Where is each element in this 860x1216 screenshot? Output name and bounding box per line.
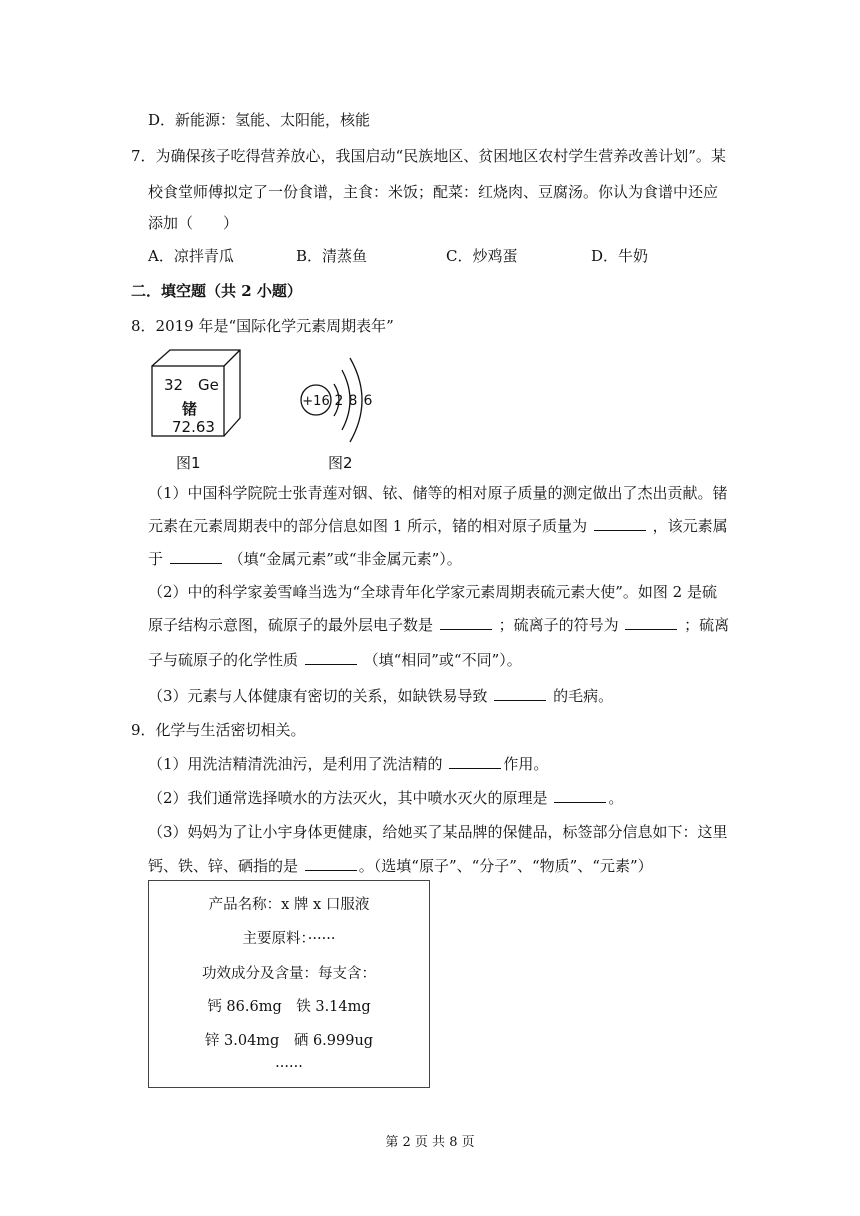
q8-p2-text-d: 子与硫原子的化学性质 xyxy=(148,651,299,669)
q8-p2-text-c: ；硫离 xyxy=(684,616,730,634)
label-ingredients: 主要原料：······ xyxy=(242,931,336,947)
q8-p2-text-a: 原子结构示意图，硫原子的最外层电子数是 xyxy=(148,616,434,634)
q8-intro: 8．2019 年是“国际化学元素周期表年” xyxy=(131,317,394,335)
q9-p1-text-b: 作用。 xyxy=(503,755,549,773)
element-number: 32 xyxy=(164,376,184,394)
q9-p2-text-a: （2）我们通常选择喷水的方法灭火，其中喷水灭火的原理是 xyxy=(148,789,548,807)
answer-blank-fire-principle[interactable] xyxy=(554,788,606,803)
shell-2-electrons: 8 xyxy=(348,393,358,409)
q9-p2-line xyxy=(148,788,623,808)
answer-blank-mass[interactable] xyxy=(594,516,646,531)
section-2-title: 二．填空题（共 2 小题） xyxy=(131,282,302,300)
q8-p1-text-c: 于 xyxy=(148,550,164,568)
q7-line-2: 校食堂师傅拟定了一份食谱，主食：米饭；配菜：红烧肉、豆腐汤。你认为食谱中还应 xyxy=(148,183,719,201)
q8-p2-line-3 xyxy=(148,650,522,670)
q8-p2-text-e: （填“相同”或“不同”）。 xyxy=(363,651,522,669)
q8-p1-text-a: 元素在元素周期表中的部分信息如图 1 所示，锗的相对原子质量为 xyxy=(148,517,588,535)
q7-option-b: B．清蒸鱼 xyxy=(296,247,368,265)
q9-intro: 9．化学与生活密切相关。 xyxy=(131,721,306,739)
q9-p3-text-a: 钙、铁、锌、硒指的是 xyxy=(148,857,299,875)
q9-p2-text-b: 。 xyxy=(608,789,624,807)
q8-p1-line-1: （1）中国科学院院士张青莲对铟、铱、储等的相对原子质量的测定做出了杰出贡献。锗 xyxy=(148,484,728,502)
answer-blank-outer-electrons[interactable] xyxy=(440,615,492,630)
figure-1-caption: 图1 xyxy=(176,454,201,472)
q9-p1-text-a: （1）用洗洁精清洗油污，是利用了洗洁精的 xyxy=(148,755,443,773)
answer-blank-detergent-effect[interactable] xyxy=(449,754,501,769)
label-more: ······ xyxy=(275,1059,303,1075)
q6-option-d: D．新能源：氢能、太阳能，核能 xyxy=(148,111,371,129)
figure-2-caption: 图2 xyxy=(328,454,353,472)
q8-p1-text-b: ，该元素属 xyxy=(652,517,728,535)
q9-p3-line-1: （3）妈妈为了让小宇身体更健康，给她买了某品牌的保健品，标签部分信息如下：这里 xyxy=(148,823,728,841)
answer-blank-ion-symbol[interactable] xyxy=(625,615,677,630)
q7-option-c: C．炒鸡蛋 xyxy=(446,247,518,265)
label-content-title: 功效成分及含量：每支含： xyxy=(202,966,376,982)
element-mass: 72.63 xyxy=(172,418,215,436)
q8-p1-text-d: （填“金属元素”或“非金属元素”）。 xyxy=(228,550,462,568)
q7-line-3: 添加（ ） xyxy=(148,214,239,232)
element-name: 锗 xyxy=(182,400,198,418)
q9-p3-line-2 xyxy=(148,856,653,876)
answer-blank-chem-property[interactable] xyxy=(305,650,357,665)
shell-1-electrons: 2 xyxy=(334,393,344,409)
q9-p3-text-b: 。（选填“原子”、“分子”、“物质”、“元素”） xyxy=(358,857,653,875)
q7-option-d: D．牛奶 xyxy=(591,247,649,265)
label-row-2: 锌 3.04mg 硒 6.999ug xyxy=(204,1033,374,1049)
q8-p2-line-1: （2）中的科学家姜雪峰当选为“全球青年化学家元素周期表硫元素大使”。如图 2 是硫 xyxy=(148,583,717,601)
label-product-name: 产品名称：x 牌 x 口服液 xyxy=(208,897,370,913)
answer-blank-metal-type[interactable] xyxy=(170,549,222,564)
q7-line-1: 7．为确保孩子吃得营养放心，我国启动“民族地区、贫困地区农村学生营养改善计划”。某 xyxy=(131,147,726,165)
germanium-element-card xyxy=(148,346,244,450)
q8-p1-line-3 xyxy=(148,549,462,569)
product-label-box xyxy=(148,880,430,1088)
q7-option-a: A．凉拌青瓜 xyxy=(148,247,234,265)
q8-p2-line-2 xyxy=(148,615,729,635)
shell-3-electrons: 6 xyxy=(363,393,373,409)
q8-p2-text-b: ；硫离子的符号为 xyxy=(498,616,619,634)
nucleus-charge: +16 xyxy=(302,394,330,409)
label-row-1: 钙 86.6mg 铁 3.14mg xyxy=(207,999,371,1015)
q8-p1-line-2 xyxy=(148,516,728,536)
sulfur-atom-diagram xyxy=(296,346,388,450)
element-symbol: Ge xyxy=(198,376,219,394)
q8-p3-text-a: （3）元素与人体健康有密切的关系，如缺铁易导致 xyxy=(148,687,488,705)
q9-p1-line xyxy=(148,754,548,774)
page-footer: 第 2 页 共 8 页 xyxy=(385,1135,475,1150)
answer-blank-element-type[interactable] xyxy=(305,856,357,871)
q8-p3-text-b: 的毛病。 xyxy=(553,687,614,705)
answer-blank-disease[interactable] xyxy=(494,686,546,701)
q8-p3-line xyxy=(148,686,613,706)
